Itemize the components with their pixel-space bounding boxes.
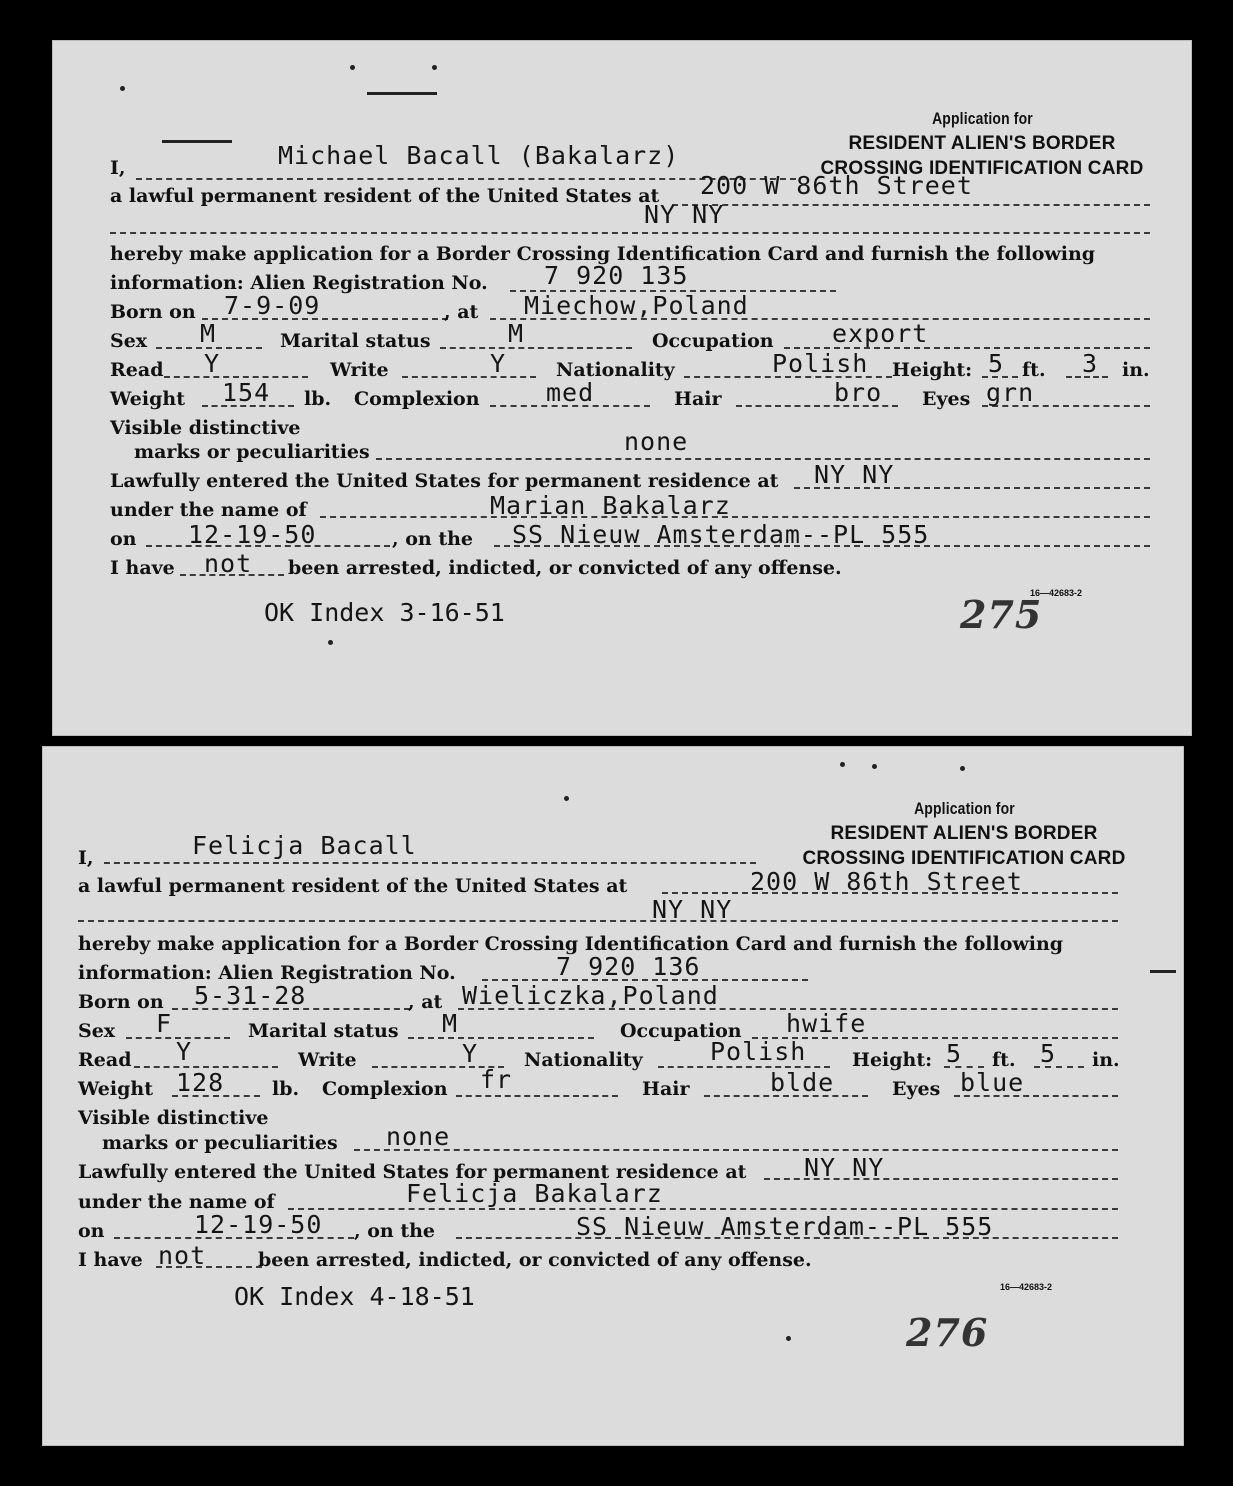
occupation-value: hwife bbox=[786, 1009, 867, 1038]
birthplace: Wieliczka,Poland bbox=[462, 981, 719, 1010]
label-nationality: Nationality bbox=[556, 359, 675, 381]
marks-value: none bbox=[386, 1122, 451, 1151]
ink-mark bbox=[1150, 970, 1176, 973]
label-sex: Sex bbox=[78, 1020, 116, 1042]
read-value: Y bbox=[204, 349, 221, 378]
label-hair: Hair bbox=[674, 388, 722, 410]
label-visible-distinctive: Visible distinctive bbox=[110, 417, 301, 439]
sex-value: F bbox=[156, 1009, 173, 1038]
label-weight: Weight bbox=[110, 388, 185, 410]
label-read: Read bbox=[78, 1049, 132, 1071]
eyes-value: grn bbox=[986, 378, 1035, 407]
ink-mark bbox=[162, 140, 232, 143]
address-line-1 bbox=[672, 204, 1150, 206]
label-in: in. bbox=[1122, 359, 1150, 381]
label-weight: Weight bbox=[78, 1078, 153, 1100]
label-hereby: hereby make application for a Border Crossing Identification Card and furnish the following bbox=[110, 243, 1096, 265]
label-marital: Marital status bbox=[248, 1020, 399, 1042]
address-city: NY NY bbox=[652, 895, 733, 924]
label-hair: Hair bbox=[642, 1078, 690, 1100]
card-header bbox=[812, 106, 1152, 181]
label-nationality: Nationality bbox=[524, 1049, 643, 1071]
vessel: SS Nieuw Amsterdam--PL 555 bbox=[512, 520, 930, 549]
hair-value: bro bbox=[834, 378, 883, 407]
label-marks: marks or peculiarities bbox=[102, 1132, 338, 1154]
speck bbox=[120, 86, 125, 91]
alien-reg-number: 7 920 135 bbox=[544, 261, 689, 290]
speck bbox=[840, 762, 845, 767]
label-marks: marks or peculiarities bbox=[134, 441, 370, 463]
label-alien-reg: information: Alien Registration No. bbox=[78, 962, 456, 984]
label-lb: lb. bbox=[272, 1078, 300, 1100]
label-eyes: Eyes bbox=[892, 1078, 941, 1100]
entry-name: Felicja Bakalarz bbox=[406, 1179, 663, 1208]
application-card-1 bbox=[52, 40, 1192, 736]
label-read: Read bbox=[110, 359, 164, 381]
marital-value: M bbox=[442, 1009, 459, 1038]
hair-value: blde bbox=[770, 1068, 835, 1097]
speck bbox=[350, 65, 355, 70]
label-alien-reg: information: Alien Registration No. bbox=[110, 272, 488, 294]
marks-line bbox=[354, 1149, 1118, 1151]
label-at: , at bbox=[408, 991, 443, 1013]
label-entered: Lawfully entered the United States for permanent residence at bbox=[110, 470, 779, 492]
label-under-name: under the name of bbox=[110, 499, 307, 521]
header-line-3: CROSSING IDENTIFICATION CARD bbox=[802, 848, 1126, 869]
vessel: SS Nieuw Amsterdam--PL 555 bbox=[576, 1212, 994, 1241]
speck bbox=[432, 65, 437, 70]
label-complexion: Complexion bbox=[354, 388, 480, 410]
label-on-the: , on the bbox=[354, 1220, 436, 1242]
label-eyes: Eyes bbox=[922, 388, 971, 410]
label-height: Height: bbox=[852, 1049, 933, 1071]
label-hereby: hereby make application for a Border Crossing Identification Card and furnish the following bbox=[78, 933, 1064, 955]
marital-line bbox=[440, 347, 632, 349]
label-i: I, bbox=[110, 157, 126, 179]
speck bbox=[960, 766, 965, 771]
label-arrested: been arrested, indicted, or convicted of any offense. bbox=[258, 1249, 812, 1271]
entry-name-line bbox=[288, 1208, 1118, 1210]
address-line-2 bbox=[78, 920, 1118, 922]
arrested-value: not bbox=[204, 549, 253, 578]
form-number: 16—42683-2 bbox=[1000, 1282, 1053, 1292]
eyes-value: blue bbox=[960, 1068, 1025, 1097]
birthplace: Miechow,Poland bbox=[524, 291, 749, 320]
stamp-number: 276 bbox=[906, 1310, 989, 1355]
application-card-2 bbox=[42, 746, 1184, 1446]
arrested-value: not bbox=[158, 1241, 207, 1270]
applicant-name: Michael Bacall (Bakalarz) bbox=[278, 141, 680, 170]
label-on: on bbox=[78, 1220, 105, 1242]
weight-value: 128 bbox=[176, 1068, 225, 1097]
name-line bbox=[136, 178, 796, 180]
applicant-name: Felicja Bacall bbox=[192, 831, 417, 860]
label-i: I, bbox=[78, 847, 94, 869]
index-notation: OK Index 3-16-51 bbox=[264, 598, 505, 627]
birth-date: 5-31-28 bbox=[194, 981, 307, 1010]
nationality-value: Polish bbox=[772, 349, 869, 378]
header-line-2: RESIDENT ALIEN'S BORDER bbox=[830, 823, 1098, 844]
entry-place: NY NY bbox=[804, 1153, 885, 1182]
label-occupation: Occupation bbox=[620, 1020, 742, 1042]
entry-name: Marian Bakalarz bbox=[490, 491, 731, 520]
nationality-value: Polish bbox=[710, 1037, 807, 1066]
height-ft-value: 5 bbox=[988, 349, 1005, 378]
complexion-value: fr bbox=[480, 1065, 513, 1094]
height-in-value: 3 bbox=[1082, 349, 1099, 378]
entry-place: NY NY bbox=[814, 460, 895, 489]
label-ft: ft. bbox=[992, 1049, 1016, 1071]
marital-value: M bbox=[508, 319, 525, 348]
speck bbox=[564, 796, 569, 801]
index-notation: OK Index 4-18-51 bbox=[234, 1282, 475, 1311]
entry-date: 12-19-50 bbox=[194, 1210, 323, 1239]
label-i-have: I have bbox=[110, 557, 175, 579]
write-value: Y bbox=[490, 349, 507, 378]
label-in: in. bbox=[1092, 1049, 1120, 1071]
stamp-number: 275 bbox=[960, 592, 1043, 637]
name-line bbox=[104, 862, 756, 864]
speck bbox=[786, 1336, 791, 1341]
label-write: Write bbox=[330, 359, 389, 381]
card-header bbox=[794, 796, 1134, 871]
occupation-value: export bbox=[832, 319, 929, 348]
label-sex: Sex bbox=[110, 330, 148, 352]
label-write: Write bbox=[298, 1049, 357, 1071]
complexion-value: med bbox=[546, 378, 595, 407]
complexion-line bbox=[456, 1095, 618, 1097]
label-marital: Marital status bbox=[280, 330, 431, 352]
entry-name-line bbox=[320, 516, 1150, 518]
alien-reg-number: 7 920 136 bbox=[556, 952, 701, 981]
birth-date: 7-9-09 bbox=[224, 291, 321, 320]
entry-date: 12-19-50 bbox=[188, 520, 317, 549]
label-under-name: under the name of bbox=[78, 1191, 275, 1213]
marks-line bbox=[376, 458, 1150, 460]
address-street: 200 W 86th Street bbox=[750, 867, 1023, 896]
form-number: 16—42683-2 bbox=[1030, 588, 1083, 598]
label-on-the: , on the bbox=[392, 528, 474, 550]
write-line bbox=[402, 376, 536, 378]
label-on: on bbox=[110, 528, 137, 550]
address-city: NY NY bbox=[644, 200, 725, 229]
speck bbox=[328, 640, 333, 645]
label-ft: ft. bbox=[1022, 359, 1046, 381]
label-height: Height: bbox=[892, 359, 973, 381]
ink-mark bbox=[367, 92, 437, 95]
weight-value: 154 bbox=[222, 378, 271, 407]
read-value: Y bbox=[176, 1037, 193, 1066]
sex-value: M bbox=[200, 319, 217, 348]
header-line-3: CROSSING IDENTIFICATION CARD bbox=[820, 158, 1144, 179]
label-born-on: Born on bbox=[78, 991, 164, 1013]
label-at: , at bbox=[444, 301, 479, 323]
height-ft-value: 5 bbox=[946, 1039, 963, 1068]
address-street: 200 W 86th Street bbox=[700, 171, 973, 200]
address-line-2 bbox=[110, 232, 1150, 234]
label-resident: a lawful permanent resident of the United States at bbox=[110, 185, 660, 207]
height-in-value: 5 bbox=[1040, 1039, 1057, 1068]
label-occupation: Occupation bbox=[652, 330, 774, 352]
marks-value: none bbox=[624, 427, 689, 456]
label-entered: Lawfully entered the United States for permanent residence at bbox=[78, 1161, 747, 1183]
label-born-on: Born on bbox=[110, 301, 196, 323]
label-complexion: Complexion bbox=[322, 1078, 448, 1100]
label-i-have: I have bbox=[78, 1249, 143, 1271]
write-value: Y bbox=[462, 1039, 479, 1068]
marital-line bbox=[408, 1037, 594, 1039]
label-resident: a lawful permanent resident of the United States at bbox=[78, 875, 628, 897]
label-arrested: been arrested, indicted, or convicted of any offense. bbox=[288, 557, 842, 579]
speck bbox=[872, 764, 877, 769]
header-line-2: RESIDENT ALIEN'S BORDER bbox=[848, 133, 1116, 154]
header-line-1: Application for bbox=[931, 109, 1033, 128]
header-line-1: Application for bbox=[913, 799, 1015, 818]
label-visible-distinctive: Visible distinctive bbox=[78, 1107, 269, 1129]
label-lb: lb. bbox=[304, 388, 332, 410]
